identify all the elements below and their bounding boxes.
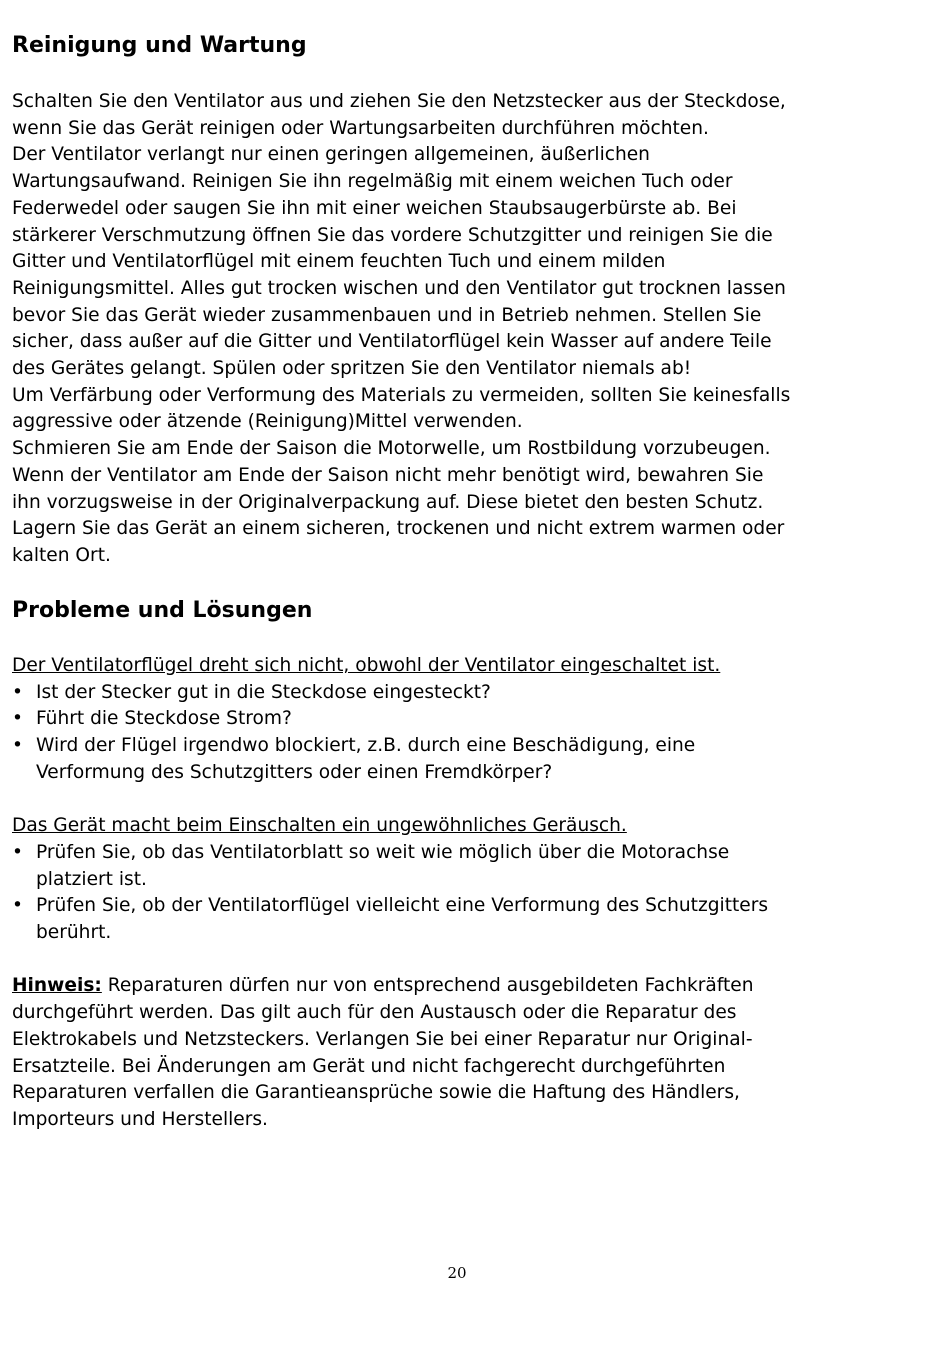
problem-checklist xyxy=(12,680,768,787)
text-line: bevor Sie das Gerät wieder zusammenbauen und in Betrieb nehmen. Stellen Sie xyxy=(12,304,762,326)
text-line: Ist der Stecker gut in die Steckdose eingesteckt? xyxy=(36,681,491,703)
text-line: Elektrokabels und Netzsteckers. Verlangen Sie bei einer Reparatur nur Original- xyxy=(12,1028,753,1050)
list-item xyxy=(12,840,768,893)
text-line: wenn Sie das Gerät reinigen oder Wartungsarbeiten durchführen möchten. xyxy=(12,117,709,139)
bullet-icon: • xyxy=(12,681,23,703)
text-line: berührt. xyxy=(36,922,112,944)
bullet-icon: • xyxy=(12,841,23,863)
text-line: Federwedel oder saugen Sie ihn mit einer weichen Staubsaugerbürste ab. Bei xyxy=(12,197,737,219)
hint-label: Hinweis: xyxy=(12,975,102,997)
text-line: Reparaturen verfallen die Garantieansprüche sowie die Haftung des Händlers, xyxy=(12,1082,740,1104)
section-title-reinigung: Reinigung und Wartung xyxy=(12,33,307,58)
list-item xyxy=(12,680,768,707)
probleme-block xyxy=(12,653,768,1134)
text-line: stärkerer Verschmutzung öffnen Sie das vordere Schutzgitter und reinigen Sie die xyxy=(12,224,773,246)
problem-heading: Der Ventilatorflügel dreht sich nicht, obwohl der Ventilator eingeschaltet ist. xyxy=(12,655,721,676)
text-line: Importeurs und Herstellers. xyxy=(12,1108,268,1130)
text-line: Lagern Sie das Gerät an einem sicheren, trockenen und nicht extrem warmen oder xyxy=(12,518,785,540)
bullet-icon: • xyxy=(12,895,23,917)
text-line: Reinigungsmittel. Alles gut trocken wischen und den Ventilator gut trocknen lassen xyxy=(12,277,786,299)
section-title-probleme: Probleme und Lösungen xyxy=(12,598,313,623)
spacer xyxy=(12,947,768,974)
list-item xyxy=(12,733,768,786)
text-line: sicher, dass außer auf die Gitter und Ventilatorflügel kein Wasser auf andere Teile xyxy=(12,331,772,353)
problem-checklist xyxy=(12,840,768,947)
list-item xyxy=(12,706,768,733)
text-line: Gitter und Ventilatorflügel mit einem feuchten Tuch und einem milden xyxy=(12,251,666,273)
text-line: Wenn der Ventilator am Ende der Saison nicht mehr benötigt wird, bewahren Sie xyxy=(12,464,764,486)
text-line: Um Verfärbung oder Verformung des Materials zu vermeiden, sollten Sie keinesfalls xyxy=(12,384,791,406)
bullet-icon: • xyxy=(12,735,23,757)
text-line: Ersatzteile. Bei Änderungen am Gerät und nicht fachgerecht durchgeführten xyxy=(12,1055,726,1077)
page-number: 20 xyxy=(447,1264,467,1282)
hint-text: Reparaturen dürfen nur von entsprechend ausgebildeten Fachkräften xyxy=(101,975,754,997)
text-line: Schmieren Sie am Ende der Saison die Motorwelle, um Rostbildung vorzubeugen. xyxy=(12,438,771,460)
bullet-icon: • xyxy=(12,708,23,730)
text-line: des Gerätes gelangt. Spülen oder spritzen Sie den Ventilator niemals ab! xyxy=(12,358,692,380)
text-line: Wartungsaufwand. Reinigen Sie ihn regelmäßig mit einem weichen Tuch oder xyxy=(12,171,733,193)
problem-heading: Das Gerät macht beim Einschalten ein ungewöhnliches Geräusch. xyxy=(12,815,627,837)
text-line: kalten Ort. xyxy=(12,544,111,566)
spacer xyxy=(12,787,768,814)
text-line: aggressive oder ätzende (Reinigung)Mittel verwenden. xyxy=(12,411,523,433)
hint-paragraph xyxy=(12,973,768,1133)
text-line: ihn vorzugsweise in der Originalverpackung auf. Diese bietet den besten Schutz. xyxy=(12,491,764,513)
text-line: platziert ist. xyxy=(36,868,147,890)
text-line: Schalten Sie den Ventilator aus und ziehen Sie den Netzstecker aus der Steckdose, xyxy=(12,91,786,112)
list-item xyxy=(12,893,768,946)
text-line: Verformung des Schutzgitters oder einen Fremdkörper? xyxy=(36,761,553,783)
text-line: Wird der Flügel irgendwo blockiert, z.B. durch eine Beschädigung, eine xyxy=(36,735,696,757)
text-line: Der Ventilator verlangt nur einen geringen allgemeinen, äußerlichen xyxy=(12,144,650,166)
text-line: durchgeführt werden. Das gilt auch für den Austausch oder die Reparatur des xyxy=(12,1002,737,1024)
text-line: Prüfen Sie, ob das Ventilatorblatt so weit wie möglich über die Motorachse xyxy=(36,841,730,863)
reinigung-paragraph xyxy=(12,89,790,570)
text-line: Führt die Steckdose Strom? xyxy=(36,708,292,730)
text-line: Prüfen Sie, ob der Ventilatorflügel vielleicht eine Verformung des Schutzgitters xyxy=(36,895,769,917)
text-line xyxy=(12,973,768,1000)
